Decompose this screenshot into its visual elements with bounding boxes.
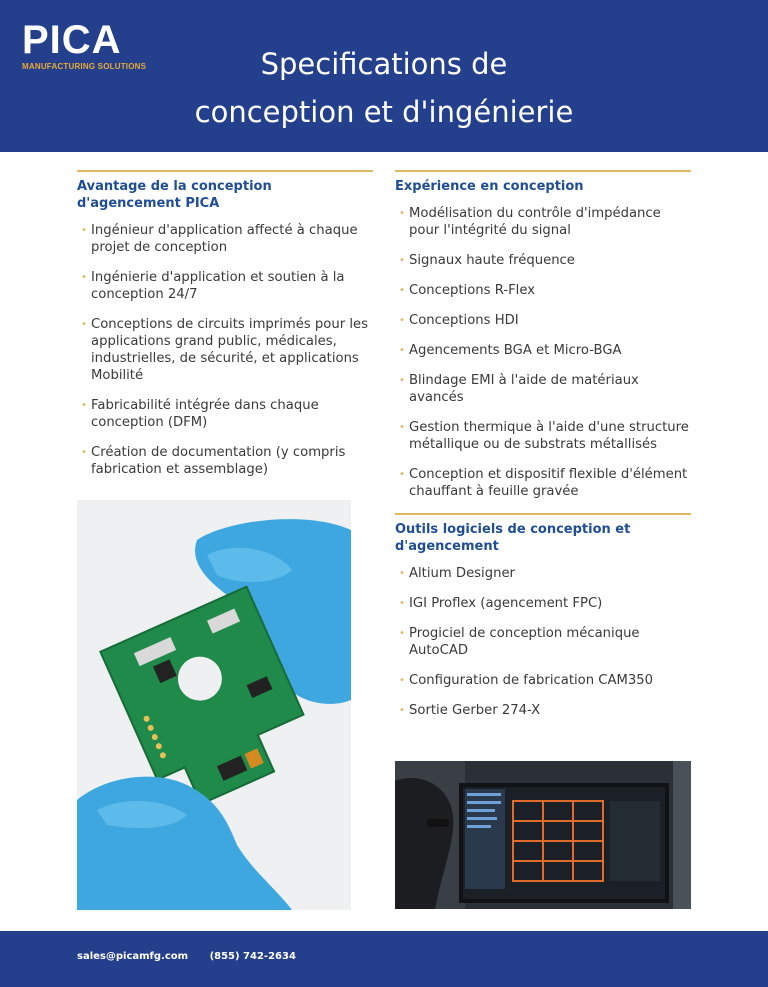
bullet-dot-icon: • [399, 628, 405, 639]
bullet-dot-icon: • [399, 705, 405, 716]
page-title-line2: conception et d'ingénierie [194, 95, 574, 129]
list-item-text: Conceptions de circuits imprimés pour les applications grand public, médicales, industrielles, de sécurité, et applications Mobilité [91, 317, 368, 383]
list-item [395, 595, 691, 612]
list-item [77, 316, 373, 384]
contact-info [77, 951, 314, 962]
list-item-text: IGI Proflex (agencement FPC) [409, 596, 603, 611]
left-column [77, 170, 373, 491]
bullet-dot-icon: • [81, 400, 87, 411]
contact-phone[interactable]: (855) 742-2634 [209, 951, 296, 962]
bullet-dot-icon: • [81, 319, 87, 330]
logo-wordmark: PICA [22, 18, 122, 62]
list-item [395, 282, 691, 299]
list-item [395, 342, 691, 359]
pcb-illustration [77, 500, 351, 910]
list-item-text: Création de documentation (y compris fabrication et assemblage) [91, 445, 346, 477]
bullet-dot-icon: • [399, 375, 405, 386]
list-item [395, 372, 691, 406]
software-list [395, 565, 691, 719]
section-title-line1: Outils logiciels de conception et [395, 522, 631, 537]
list-item-text: Ingénierie d'application et soutien à la conception 24/7 [91, 270, 345, 302]
section-divider [77, 170, 373, 172]
bullet-dot-icon: • [399, 598, 405, 609]
list-item [395, 419, 691, 453]
list-item-text: Blindage EMI à l'aide de matériaux avancés [409, 373, 639, 405]
header-banner [0, 0, 768, 152]
list-item [395, 252, 691, 269]
list-item [395, 205, 691, 239]
bullet-dot-icon: • [399, 285, 405, 296]
page-title [0, 40, 768, 136]
pcb-photo [77, 500, 351, 910]
experience-list [395, 205, 691, 500]
section-title-experience: Expérience en conception [395, 179, 584, 194]
list-item-text: Conceptions R-Flex [409, 283, 536, 298]
footer-banner [0, 931, 768, 987]
bullet-dot-icon: • [399, 255, 405, 266]
bullet-dot-icon: • [399, 345, 405, 356]
list-item-text: Gestion thermique à l'aide d'une structure métallique ou de substrats métallisés [409, 420, 689, 452]
list-item [395, 702, 691, 719]
list-item-text: Conception et dispositif flexible d'élément chauffant à feuille gravée [409, 467, 688, 499]
section-title-line2: d'agencement PICA [77, 196, 220, 211]
bullet-dot-icon: • [399, 675, 405, 686]
section-title-line1: Avantage de la conception [77, 179, 272, 194]
list-item-text: Agencements BGA et Micro-BGA [409, 343, 622, 358]
list-item-text: Conceptions HDI [409, 313, 519, 328]
list-item [395, 565, 691, 582]
bullet-dot-icon: • [399, 208, 405, 219]
list-item [77, 269, 373, 303]
section-divider [395, 170, 691, 172]
list-item [395, 625, 691, 659]
bullet-dot-icon: • [399, 568, 405, 579]
list-item-text: Configuration de fabrication CAM350 [409, 673, 654, 688]
bullet-dot-icon: • [81, 447, 87, 458]
list-item [77, 397, 373, 431]
bullet-dot-icon: • [399, 315, 405, 326]
logo-tagline: MANUFACTURING SOLUTIONS [22, 62, 147, 71]
list-item [77, 444, 373, 478]
right-column [395, 170, 691, 732]
list-item [395, 466, 691, 500]
screen-illustration [395, 761, 691, 909]
advantage-list [77, 222, 373, 478]
list-item [395, 672, 691, 689]
contact-email-link[interactable]: sales@picamfg.com [77, 951, 189, 962]
section-divider [395, 513, 691, 515]
engineer-screen-photo [395, 761, 691, 909]
section-title-line2: d'agencement [395, 539, 499, 554]
list-item [395, 312, 691, 329]
list-item-text: Modélisation du contrôle d'impédance pour l'intégrité du signal [409, 206, 661, 238]
list-item-text: Progiciel de conception mécanique AutoCAD [409, 626, 640, 658]
section-title-software [395, 521, 691, 555]
list-item-text: Ingénieur d'application affecté à chaque projet de conception [91, 223, 358, 255]
bullet-dot-icon: • [81, 225, 87, 236]
list-item-text: Altium Designer [409, 566, 515, 581]
bullet-dot-icon: • [81, 272, 87, 283]
bullet-dot-icon: • [399, 422, 405, 433]
list-item [77, 222, 373, 256]
list-item-text: Sortie Gerber 274-X [409, 703, 541, 718]
list-item-text: Fabricabilité intégrée dans chaque conception (DFM) [91, 398, 319, 430]
bullet-dot-icon: • [399, 469, 405, 480]
page-title-line1: Specifications de [260, 47, 508, 81]
section-title-advantage [77, 178, 373, 212]
list-item-text: Signaux haute fréquence [409, 253, 575, 268]
